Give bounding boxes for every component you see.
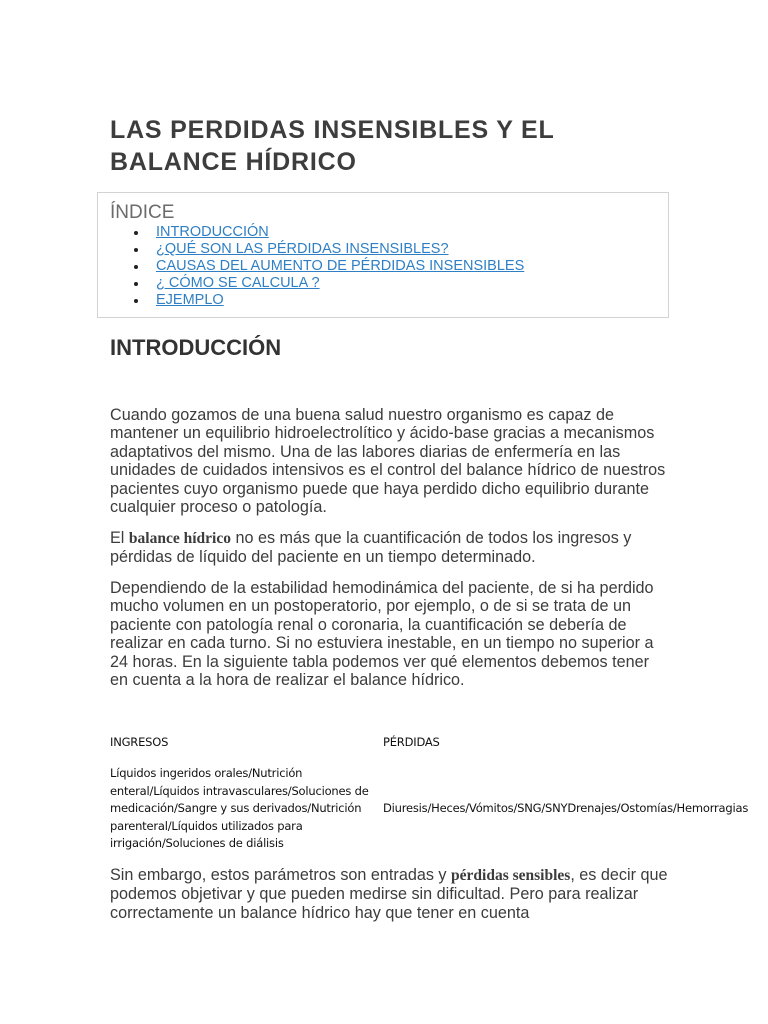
term-balance-hidrico: balance hídrico — [128, 530, 231, 547]
paragraph-2-text: El — [110, 529, 129, 547]
toc-item — [98, 258, 524, 275]
toc-heading: ÍNDICE — [110, 202, 175, 223]
bullet-icon — [134, 299, 138, 303]
ingresos-line: irrigación/Soluciones de diálisis — [110, 836, 284, 851]
document-title: LAS PERDIDAS INSENSIBLES Y EL BALANCE HÍDRICO — [110, 116, 555, 176]
toc-item — [98, 275, 524, 292]
toc-link-como-se-calcula[interactable]: ¿ CÓMO SE CALCULA ? — [156, 275, 320, 291]
ingresos-line: enteral/Líquidos intravasculares/Soluciones de — [110, 783, 369, 798]
bullet-icon — [134, 282, 138, 286]
table-of-contents — [97, 192, 669, 318]
toc-item — [98, 224, 524, 241]
ingresos-line: Líquidos ingeridos orales/Nutrición — [110, 766, 303, 780]
section-heading-introduccion: INTRODUCCIÓN — [110, 335, 282, 360]
bullet-icon — [134, 265, 138, 269]
paragraph-1: Cuando gozamos de una buena salud nuestro organismo es capaz de mantener un equilibrio hidroelectrolítico y ácido-base gracias a mecanismos adaptativos del mismo. Una de las labores diarias de enfermería en las unidades de cuidados intensivos es el control del balance hídrico de nuestros pacientes cuyo organismo puede que haya perdido dicho equilibrio durante cualquier proceso o patología. — [110, 406, 666, 517]
toc-item — [98, 292, 524, 309]
paragraph-4 — [110, 866, 670, 922]
ingresos-line: parenteral/Líquidos utilizados para — [110, 818, 303, 833]
paragraph-2 — [110, 529, 670, 567]
toc-link-introduccion[interactable]: INTRODUCCIÓN — [156, 224, 269, 240]
paragraph-4-text: Sin embargo, estos parámetros son entradas y — [110, 866, 452, 884]
table-header-ingresos: INGRESOS — [110, 735, 169, 749]
ingresos-line: medicación/Sangre y sus derivados/Nutrición — [110, 801, 362, 816]
bullet-icon — [134, 231, 138, 235]
paragraph-4-text: , es decir que podemos objetivar y que pueden medirse sin dificultad. Pero para realizar correctamente un balance hídrico hay que tener en cuenta — [110, 866, 668, 922]
toc-link-ejemplo[interactable]: EJEMPLO — [156, 292, 224, 308]
table-header-perdidas: PÉRDIDAS — [383, 735, 440, 749]
toc-list — [98, 224, 524, 309]
table-cell-ingresos — [110, 765, 382, 853]
toc-item — [98, 241, 524, 258]
paragraph-3: Dependiendo de la estabilidad hemodinámica del paciente, de si ha perdido mucho volumen en un postoperatorio, por ejemplo, o de si se trata de un paciente con patología renal o coronaria, la cuantificación se debería de realizar en cada turno. Si no estuviera inestable, en un tiempo no superior a 24 horas. En la siguiente tabla podemos ver qué elementos debemos tener en cuenta a la hora de realizar el balance hídrico. — [110, 579, 654, 690]
bullet-icon — [134, 248, 138, 252]
paragraph-2-text: no es más que la cuantificación de todos los ingresos y pérdidas de líquido del paciente en un tiempo determinado. — [110, 529, 632, 567]
table-cell-perdidas: Diuresis/Heces/Vómitos/SNG/SNYDrenajes/Ostomías/Hemorragias — [383, 801, 749, 815]
toc-link-causas[interactable]: CAUSAS DEL AUMENTO DE PÉRDIDAS INSENSIBLES — [156, 258, 525, 274]
term-perdidas-sensibles: pérdidas sensibles — [451, 867, 571, 884]
toc-link-que-son[interactable]: ¿QUÉ SON LAS PÉRDIDAS INSENSIBLES? — [156, 241, 449, 257]
